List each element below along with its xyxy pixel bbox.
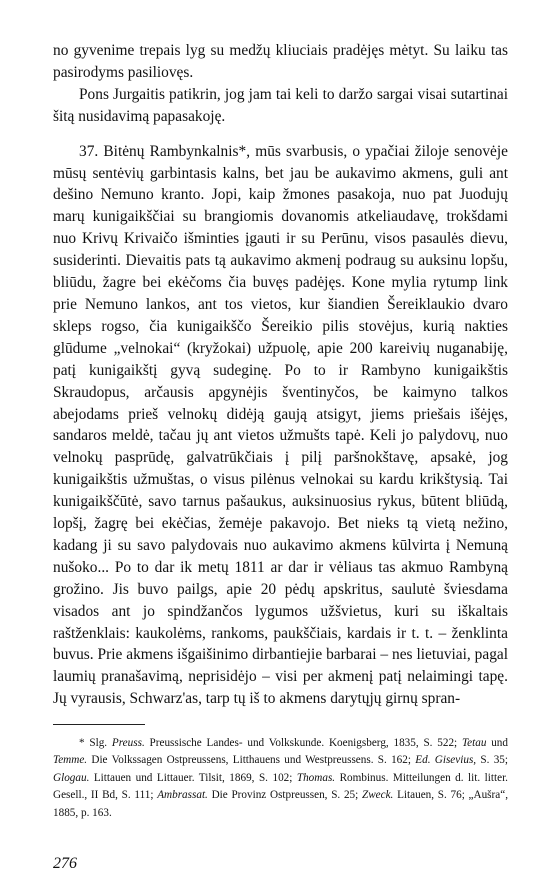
footnote-text-segment: Die Volkssagen Ostpreussens, Litthauens und Westpreussens. S. 162; xyxy=(87,754,416,767)
paragraph-continuation: no gyvenime trepais lyg su medžų kliuciais pradėjęs mėtyt. Su laiku tas pasirodyms pasiliovęs. xyxy=(53,42,508,81)
paragraph-pons-jurgaitis: Pons Jurgaitis patikrin, jog jam tai keli to daržo sargai visai sutartinai šitą nusidavimą papasakoję. xyxy=(53,85,508,125)
footnote-citation-author: Ambrassat. xyxy=(157,789,208,802)
footnote xyxy=(53,735,508,822)
footnote-text-segment: Rombinus. Mitteilungen d. lit. litter. Gesell., II Bd, S. 111; xyxy=(53,771,508,802)
footnote-citation-author: Zweck. xyxy=(361,789,394,802)
body-text xyxy=(53,40,508,710)
footnote-citation-author: Temme. xyxy=(53,754,88,767)
footnote-citation-author: Preuss. xyxy=(111,737,145,749)
footnote-citation-author: Tetau xyxy=(461,737,487,749)
footnote-text-segment: Die Provinz Ostpreussen, S. 25; xyxy=(207,789,362,802)
footnote-citation-author: Ed. Gisevius, xyxy=(415,754,477,767)
paragraph-37-bitenu-rambynkalnis: 37. Bitėnų Rambynkalnis*, mūs svarbusis, o ypačiai žiloje senovėje mūsų sentėvių garbintasis kalns, bet jau be aukavimo akmens, guli ant dešino Nemuno kranto. Jopi, kaip žmones pasakoja, nuo pat Juodujų marų kunigaikščiai su brangiomis dovanomis atkeliaudavę, trokšdami nuo Krivų Krivaičo išminties įgauti ir su Perūnu, visos pasaulės dievu, susiderinti. Dievaitis pats tą aukavimo akmenį podraug su auksinu lopšu, bliūdu, žagre bei ekėčoms čia buvęs padėjęs. Kone mylia rytump link prie Nemuno lankos, ant tos vietos, kur šiandien Šereiklaukio dvaro skleps rogso, čia kunigaikščo Šereikio pilis stovėjus, kurią nakties glūdume „velnokai“ (kryžokai) užpuolę, apie 200 kareivių nuganabiję, patį kunigaikštį gyvą sudeginę. Po to ir Rambyno kunigaikštis Skraudopus, arčausis apgynėjis šventinyčos, be kaimyno talkos abejodams prieš velnokų didėją gaują atsigyt, jiems priešais išėjęs, sandaros meldė, tačau jų ant vietos užmušts tapė. Keli jo palydovų, nuo velnokų pasprūdę, galvatrūkčiais į pilį paršnokštavę, apsakė, jog kunigaikštis užmuštas, o visus pilėnus velnokai su kardu krikštysią. Tai kunigaikščūtė, savo tarnus pašaukus, auksinuosius rykus, būtent bliūdą, lopšį, žagrę bei ekėčias, žemėje pakavojo. Bet nieks tą vietą nežino, kadang ji su savo palydovais nuo aukavimo akmens kūlvirta į Nemuną nušoko... Po to dar ik metų 1811 ar dar ir vėliaus tas akmuo Rambyną grožino. Jis buvo pailgs, apie 20 pėdų apskritus, saulutė šviesdama visados ant jo spindžančos lygumos užšvietus, kuri su iškaltais raštženklais: kaukolėms, rankoms, paukščiais, kardais ir t. t. – ženklinta buvus. Prie akmens išgaišinimo dirbantiejie barbarai – nes lietuviai, pagal laumių pranašavimą, neprisidėjo – visi per akmenį patį nelaimingi tapę. Jų vyrausis, Schwarz'as, tarp tų iš to akmens darytųjų girnų spran- xyxy=(53,142,508,708)
footnote-text-segment: Preussische Landes- und Volkskunde. Koenigsberg, 1835, S. 522; xyxy=(144,737,462,749)
footnote-separator xyxy=(53,724,145,725)
footnote-text-segment: S. 35; xyxy=(476,754,508,767)
paragraph-gap xyxy=(53,128,508,141)
footnote-text-segment: und xyxy=(486,737,508,749)
footnote-citation-author: Thomas. xyxy=(296,771,336,784)
footnote-text-segment: Litauen, S. 76; „Aušra“, 1885, p. 163. xyxy=(53,789,508,819)
footnote-text-segment: * Slg. xyxy=(79,737,112,749)
footnote-citation-author: Glogau. xyxy=(53,771,90,784)
footnote-text-segment: Littauen und Littauer. Tilsit, 1869, S. 102; xyxy=(89,771,297,784)
page-number: 276 xyxy=(53,855,77,872)
